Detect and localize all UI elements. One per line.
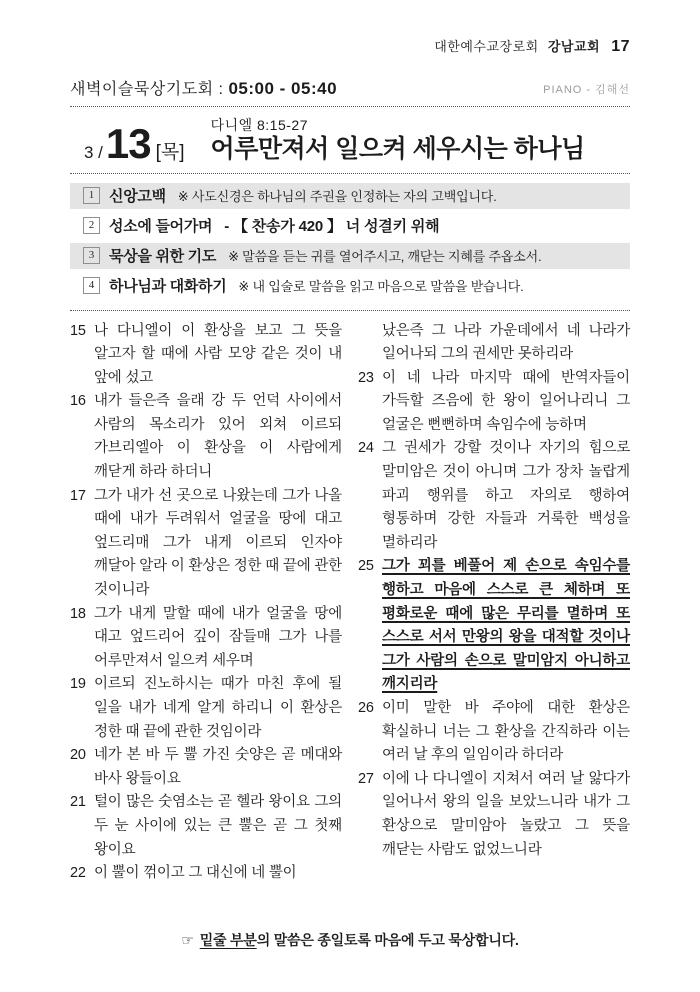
devotion-title: 어루만져서 일으켜 세우시는 하나님 [210, 135, 585, 163]
verse-text: 났은즉 그 나라 가운데에서 네 나라가 일어나되 그의 권세만 못하리라 [382, 322, 630, 363]
worship-order-row [70, 183, 630, 209]
verse [358, 320, 630, 367]
date-title-block [70, 107, 630, 174]
order-label: 신앙고백 [109, 188, 166, 205]
verse-text: 털이 많은 숫염소는 곧 헬라 왕이요 그의 두 눈 사이에 있는 큰 뿔은 곧 그 첫째 왕이요 [94, 794, 342, 858]
verse-number: 27 [358, 770, 374, 787]
verse-number: 16 [70, 393, 86, 410]
verse [70, 673, 342, 744]
order-label: 묵상을 위한 기도 [109, 248, 217, 265]
verse-text: 이에 나 다니엘이 지쳐서 여러 날 앓다가 일어나서 왕의 일을 보았느니라 내가 그 환상으로 말미암아 놀랐고 그 뜻을 깨닫는 사람도 없었느니라 [382, 770, 630, 858]
verse-text: 이르되 진노하시는 때가 마친 후에 될 일을 내가 네게 알게 하리니 이 환상은 정한 때 끝에 관한 것임이라 [94, 676, 342, 740]
verse [358, 437, 630, 555]
verse-number: 21 [70, 794, 86, 811]
order-number-box: 2 [83, 217, 100, 234]
page-number: 17 [611, 38, 630, 55]
verse-number: 25 [358, 558, 374, 575]
verse-text: 그가 꾀를 베풀어 제 손으로 속임수를 행하고 마음에 스스로 큰 체하며 또 평화로운 때에 많은 무리를 멸하며 또 스스로 서서 만왕의 왕을 대적할 것이나 그가 사람의 손으로 말미암지 아니하고 깨지리라 [382, 558, 630, 693]
footer-rest-text: 의 말씀은 종일토록 마음에 두고 묵상합니다. [256, 932, 519, 948]
worship-order-row [70, 213, 630, 239]
denomination-text: 대한예수교장로회 [434, 39, 539, 54]
date-day: 13 [105, 119, 151, 167]
title-group [211, 115, 585, 165]
verse [358, 555, 630, 697]
verse-text: 그가 내게 말할 때에 내가 얼굴을 땅에 대고 엎드리어 깊이 잠들매 그가 나를 어루만져서 일으켜 세우며 [94, 605, 342, 669]
verse-number: 17 [70, 487, 86, 504]
footer-note [0, 930, 700, 950]
worship-order-row [70, 273, 630, 299]
date-weekday: [목] [155, 141, 185, 163]
verse [70, 791, 342, 862]
scripture-passage [70, 320, 630, 886]
verse [70, 744, 342, 791]
verse-text: 이 네 나라 마지막 때에 반역자들이 가득할 즈음에 한 왕이 일어나리니 그 얼굴은 뻔뻔하며 속임수에 능하며 [382, 369, 630, 433]
order-label: 성소에 들어가며 [109, 218, 213, 235]
verse-number: 20 [70, 747, 86, 764]
date-group [84, 119, 185, 167]
verse [70, 485, 342, 603]
date-month: 3 / [84, 142, 103, 162]
worship-order-row [70, 243, 630, 269]
service-title [70, 76, 337, 99]
service-time: 05:00 - 05:40 [228, 79, 338, 98]
piano-credit: PIANO - 김해선 [543, 84, 630, 96]
verse-number: 23 [358, 369, 374, 386]
verse-text: 그가 내가 선 곳으로 나왔는데 그가 나올 때에 내가 두려워서 얼굴을 땅에 대고 엎드리매 그가 내게 이르되 인자야 깨달아 알라 이 환상은 정한 때 끝에 관한 것이니라 [94, 487, 342, 599]
verse-number: 19 [70, 676, 86, 693]
verse [70, 320, 342, 391]
verse-number: 15 [70, 322, 86, 339]
verse [70, 862, 342, 886]
order-note: - 【 찬송가 420 】 너 성결키 위해 [224, 218, 440, 235]
order-label: 하나님과 대화하기 [109, 278, 227, 295]
service-name: 새벽이슬묵상기도회 [70, 81, 214, 98]
church-header [70, 36, 630, 56]
order-number-box: 4 [83, 277, 100, 294]
verse [358, 367, 630, 438]
verse-number: 26 [358, 700, 374, 716]
verse [70, 603, 342, 674]
verse-number [358, 320, 382, 367]
order-number-box: 3 [83, 247, 100, 264]
verse-text: 나 다니엘이 이 환상을 보고 그 뜻을 알고자 할 때에 사람 모양 같은 것이 내 앞에 섰고 [94, 322, 342, 386]
order-number-box: 1 [83, 187, 100, 204]
verse-number: 22 [70, 865, 86, 882]
footer-underlined-text: 밑줄 부분 [199, 932, 257, 948]
order-note: ※ 말씀을 듣는 귀를 열어주시고, 깨닫는 지혜를 주옵소서. [228, 249, 542, 264]
verse [358, 768, 630, 862]
service-row [70, 76, 630, 107]
verse-number: 18 [70, 605, 86, 622]
verse-text: 내가 들은즉 을래 강 두 언덕 사이에서 사람의 목소리가 있어 외쳐 이르되 가브리엘아 이 환상을 이 사람에게 깨닫게 하라 하더니 [94, 393, 342, 481]
verse-text: 이미 말한 바 주야에 대한 환상은 확실하니 너는 그 환상을 간직하라 이는 여러 날 후의 일임이라 하더라 [382, 700, 630, 764]
scripture-reference: 다니엘 8:15-27 [210, 117, 308, 133]
order-note: ※ 사도신경은 하나님의 주권을 인정하는 자의 고백입니다. [177, 189, 497, 204]
verse [70, 390, 342, 484]
order-note: ※ 내 입술로 말씀을 읽고 마음으로 말씀을 받습니다. [238, 279, 524, 294]
verse-text: 그 권세가 강할 것이나 자기의 힘으로 말미암은 것이 아니며 그가 장차 놀랍게 파괴 행위를 하고 자의로 행하여 형통하며 강한 자들과 거룩한 백성을 멸하리라 [382, 440, 630, 551]
service-separator: : [213, 81, 229, 98]
pointing-hand-icon: ☞ [181, 932, 194, 948]
verse [358, 697, 630, 768]
worship-order-list [70, 174, 630, 311]
verse-text: 네가 본 바 두 뿔 가진 숫양은 곧 메대와 바사 왕들이요 [94, 747, 342, 787]
church-name: 강남교회 [547, 39, 601, 54]
verse-text: 이 뿔이 꺾이고 그 대신에 네 뿔이 [94, 865, 297, 882]
verse-number: 24 [358, 440, 374, 457]
scripture-column-left [70, 320, 342, 886]
scripture-column-right [358, 320, 630, 886]
